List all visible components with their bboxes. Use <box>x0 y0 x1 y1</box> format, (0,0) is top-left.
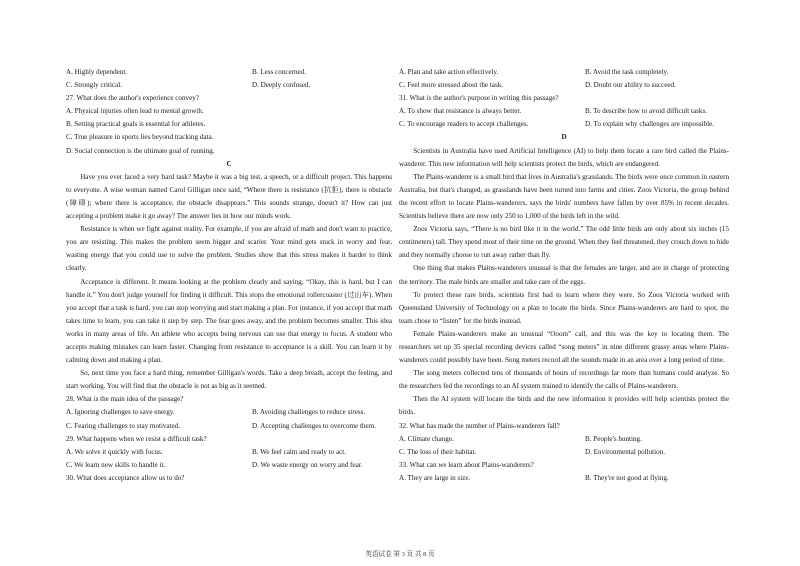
passage-c-paragraph-1: Have you ever faced a very hard task? Maybe it was a big test, a speech, or a difficult project. This happens to everyone. A wise woman named Carol Gilligan once said, “Where there is resistance (抗拒), there is obstacle (障碍); where there is acceptance, the obstacle disappears.” This sounds strange, doesn't it? How can just accepting a problem make it go away? The answer lies in how our minds work. <box>66 172 392 221</box>
q29-option-b: B. We feel calm and ready to act. <box>252 447 347 456</box>
section-c-heading: C <box>226 159 232 168</box>
q29-option-a: A. We solve it quickly with focus. <box>66 447 163 456</box>
q28-options-row-2 <box>66 420 392 433</box>
passage-d-paragraph-6: Female Plains-wanderers make an unusual “Ooom” call, and this was the key to locating them. The researchers set up 35 special recording devices called “song meters” in nine different grassy areas where Plains-wanderers could possibly have been. Song meters record all the sounds made in an area over a long period of time. <box>399 329 729 365</box>
q27-option-c: C. True pleasure in sports lies beyond tracking data. <box>66 133 214 142</box>
passage-d-paragraph-1: Scientists in Australia have used Artificial Intelligence (AI) to help them locate a rare bird called the Plains-wanderer. This new information will help scientists protect the birds, which are endangered. <box>399 146 729 168</box>
q32-option-b: B. People's hunting. <box>585 434 642 443</box>
q32-option-c: C. The loss of their habitat. <box>399 447 477 456</box>
q29-options-row-1 <box>66 446 392 459</box>
q28-options-row-1 <box>66 406 392 419</box>
q29-option-c: C. We learn new skills to handle it. <box>66 460 166 469</box>
q29-stem: 29. What happens when we resist a difficult task? <box>66 434 207 443</box>
q30-option-a: A. Plan and take action effectively. <box>399 68 499 76</box>
q26-option-b: B. Less concerned. <box>252 68 306 76</box>
q32-options-row-1 <box>399 433 729 446</box>
right-column <box>399 66 729 485</box>
section-d-heading: D <box>561 133 567 142</box>
q32-option-a: A. Climate change. <box>399 434 454 443</box>
q32-options-row-2 <box>399 446 729 459</box>
passage-c-paragraph-4: So, next time you face a hard thing, remember Gilligan's words. Take a deep breath, accept the feeling, and start working. You will find that the obstacle is not as big as it seemed. <box>66 369 392 391</box>
q31-stem: 31. What is the author's purpose in writing this passage? <box>399 94 559 103</box>
passage-c-paragraph-2: Resistance is when we fight against reality. For example, if you are afraid of math and don't want to practice, you are resisting. This makes the problem seem bigger and scarier. Your mind gets stuck in worry and fear, wasting energy that you could use to solve the problem. Studies show that this stress makes it harder to think clearly. <box>66 225 392 273</box>
passage-d-paragraph-3: Zoos Victoria says, “There is no bird like it in the world.” The odd little birds are only about six inches (15 centimeters) tall. They spend most of their time on the ground. When they feel threatened, they crouch down to hide and they normally choose to run away rather than fly. <box>399 225 729 260</box>
q29-options-row-2 <box>66 459 392 472</box>
passage-d-paragraph-7: The song meters collected tens of thousands of hours of recordings far more than humans could analyze. So the researchers fed the recordings to an AI system trained to identify the calls of Plains-wanderers. <box>399 369 729 391</box>
q33-option-a: A. They are large in size. <box>399 473 471 482</box>
q26-options-row-2 <box>66 79 392 92</box>
q30-option-b: B. Avoid the task completely. <box>585 68 669 76</box>
passage-c-paragraph-3: Acceptance is different. It means looking at the problem clearly and saying, “Okay, this is hard, but I can handle it.” You don't judge yourself for finding it difficult. This stops the emotional rollercoaster (过山车). When you accept that a task is hard, you can stop worrying and start making a plan. For instance, if you accept that math takes time to learn, you can take it step by step. The fear goes away, and the problem becomes smaller. This idea works in many areas of life. An athlete who accepts being nervous can use that energy to focus. A student who accepts making mistakes can learn faster. Changing from resistance to acceptance is a skill. You can learn it by calming down and making a plan. <box>66 277 392 365</box>
passage-d-paragraph-8: Then the AI system will locate the birds and the new information it provides will help scientists protect the birds. <box>399 395 729 417</box>
q30-options-row-1 <box>399 66 729 79</box>
q26-options-row-1 <box>66 66 392 79</box>
q31-options-row-2 <box>399 118 729 131</box>
q32-stem: 32. What has made the number of Plains-wanderers fall? <box>399 421 560 430</box>
q27-stem: 27. What does the author's experience convey? <box>66 94 199 103</box>
q26-option-a: A. Highly dependent. <box>66 68 128 76</box>
q31-option-a: A. To show that resistance is always better. <box>399 107 522 116</box>
q26-option-c: C. Strongly critical. <box>66 81 122 90</box>
q29-option-d: D. We waste energy on worry and fear. <box>252 460 363 469</box>
q32-option-d: D. Environmental pollution. <box>585 447 665 456</box>
q31-option-d: D. To explain why challenges are impossible. <box>585 120 714 129</box>
q33-options-row-1 <box>399 472 729 485</box>
passage-d-paragraph-5: To protect these rare birds, scientists first had to learn where they were. So Zoos Victoria worked with Queensland University of Technology on a plan to locate the birds. Since Plains-wanderers are hard to spot, the team chose to “listen” for the birds instead. <box>399 290 729 325</box>
passage-d-paragraph-2: The Plains-wanderer is a small bird that lives in Australia's grasslands. The birds were once common in eastern Australia, but that's changed, as grasslands have been turned into farms and cities. Zoos Victoria, the group behind the recent effort to locate Plains-wanderers, says the birds' numbers have fallen by over 85% in recent decades. Scientists believe there are now only 250 to 1,000 of the birds left in the wild. <box>399 172 729 221</box>
q28-option-c: C. Fearing challenges to stay motivated. <box>66 421 181 430</box>
q30-option-c: C. Feel more stressed about the task. <box>399 81 504 90</box>
q28-option-d: D. Accepting challenges to overcome them. <box>252 421 376 430</box>
left-column <box>66 66 392 485</box>
q30-options-row-2 <box>399 79 729 92</box>
q27-option-a: A. Physical injuries often lead to mental growth. <box>66 107 204 116</box>
q31-option-c: C. To encourage readers to accept challenges. <box>399 120 529 129</box>
q26-option-d: D. Deeply confused. <box>252 81 311 90</box>
q30-stem: 30. What does acceptance allow us to do? <box>66 473 185 482</box>
q28-option-a: A. Ignoring challenges to save energy. <box>66 408 175 417</box>
q33-option-b: B. They're not good at flying. <box>585 473 669 482</box>
q28-stem: 28. What is the main idea of the passage? <box>66 395 184 404</box>
q27-option-b: B. Setting practical goals is essential for athletes. <box>66 120 206 129</box>
q27-option-d: D. Social connection is the ultimate goal of running. <box>66 146 215 155</box>
q28-option-b: B. Avoiding challenges to reduce stress. <box>252 408 366 417</box>
q31-options-row-1 <box>399 105 729 118</box>
page-footer: 英语试卷 第 3 页 共 8 页 <box>365 551 435 558</box>
q31-option-b: B. To describe how to avoid difficult tasks. <box>585 107 707 116</box>
q30-option-d: D. Doubt our ability to succeed. <box>585 81 676 90</box>
passage-d-paragraph-4: One thing that makes Plains-wanderers unusual is that the females are larger, and are in charge of protecting the territory. The male birds are smaller and take care of the eggs. <box>399 264 729 286</box>
q33-stem: 33. What can we learn about Plains-wanderers? <box>399 460 534 469</box>
